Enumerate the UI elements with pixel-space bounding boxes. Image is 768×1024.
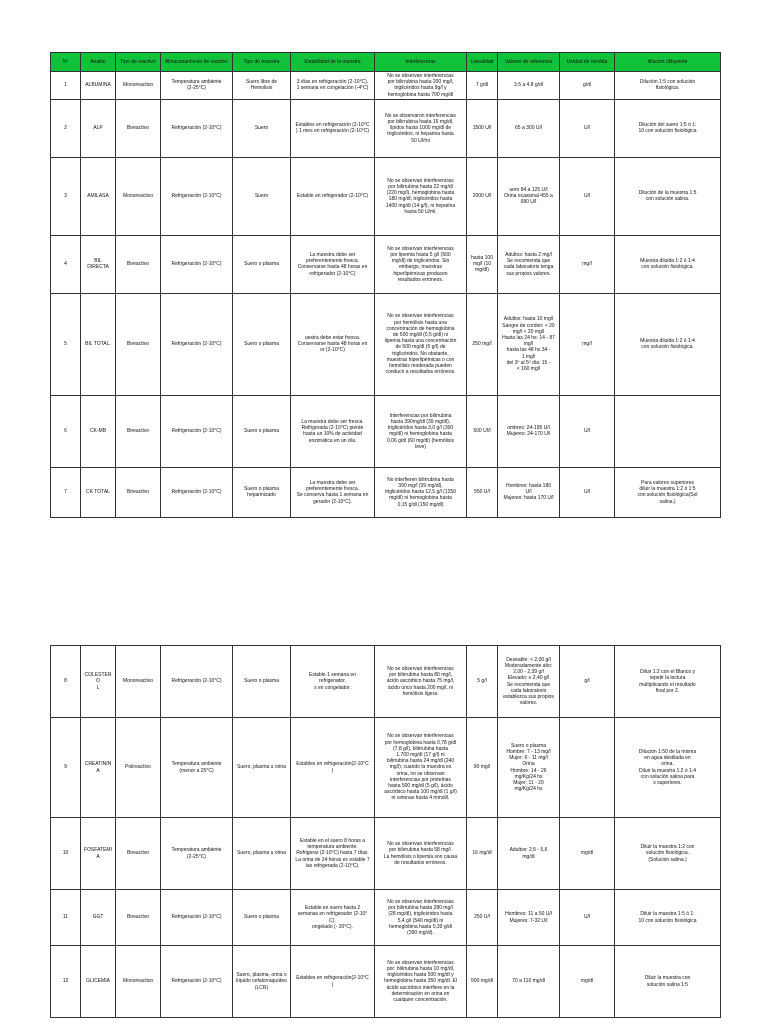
header-storage: Almacenamiento de reactivo — [161, 53, 233, 72]
table-row — [51, 646, 721, 718]
cell-reference-values: ombres: 24-195 U/l Mujeres: 24-170 U/l — [498, 395, 560, 467]
cell-dilution — [615, 395, 721, 467]
cell-dilution: Muestra diluida 1:2 ó 1:4 con solución fisiológica. — [615, 293, 721, 395]
cell-stability: 3 días en refrigeración (2-10°C), 1 semana en congelación (-4°C) — [291, 72, 375, 100]
cell-sample-type: Suero o plasma — [233, 395, 291, 467]
cell-analyte: CREATININ A — [81, 718, 116, 818]
cell-interferences: No se observan interferencias por: bilirrubina hasta 10 mg/dl, triglicéridos hasta 500 mg/dl y hemoglobina hasta 350 mg/dl. El ácido ascórbico interfiere en la determinación en orina en cualquier concentración. — [375, 946, 467, 1018]
cell-reagent-type: Bireactivo — [116, 818, 161, 890]
header-linearity: Linealidad — [467, 53, 498, 72]
cell-dilution: Dilución de la muestra 1:5 con solución salina. — [615, 157, 721, 235]
cell-reagent-type: Monoreactivo — [116, 157, 161, 235]
cell-linearity: 16 mg/dl — [467, 818, 498, 890]
cell-sample-type: Suero libre de Hemolisis — [233, 72, 291, 100]
cell-number: 5 — [51, 293, 81, 395]
cell-reagent-type: Monoreactivo — [116, 72, 161, 100]
table-row — [51, 72, 721, 100]
cell-interferences: No se observan interferencias por hemólisis hasta una concentración de hemoglobina de 500 mg/dl (0,5 g/dl) ni lipemia hasta una concentración de 500 mg/dl (5 g/l) de triglicéridos. No obstante, muestras hiperlipémicas o con hemólisis moderada pueden conducir a resultados erróneos. — [375, 293, 467, 395]
cell-unit: U/l — [560, 157, 615, 235]
cell-unit — [560, 718, 615, 818]
cell-analyte: GGT — [81, 890, 116, 946]
table-row — [51, 890, 721, 946]
cell-sample-type: Suero o plasma — [233, 235, 291, 293]
cell-unit: mg/l — [560, 235, 615, 293]
cell-analyte: BIL DIRECTA — [81, 235, 116, 293]
cell-storage: Temperatura ambiente (2-25°C) — [161, 72, 233, 100]
cell-storage: Temperatura ambiente (menor a 25°C) — [161, 718, 233, 818]
cell-analyte: ALP — [81, 99, 116, 157]
cell-linearity: 7 g/dl — [467, 72, 498, 100]
cell-sample-type: Suero, plasma, orina o líquido cefalorraquídeo (LCR) — [233, 946, 291, 1018]
cell-stability: Estable en refrigerador (2-10°C) — [291, 157, 375, 235]
cell-reference-values: 65 a 300 U/l — [498, 99, 560, 157]
cell-reference-values: Hombres: hasta 180 U/l Mujeres: hasta 170 U/l — [498, 467, 560, 517]
cell-analyte: ALBUMINA — [81, 72, 116, 100]
cell-reference-values: Adultos: hasta 2 mg/l Se recomienda que cada laboratorio tenga sus propios valores. — [498, 235, 560, 293]
cell-linearity: 500 mg/dl — [467, 946, 498, 1018]
cell-storage: Refrigeración (2-10°C) — [161, 157, 233, 235]
cell-dilution: Dilución del suero 1:5 ó 1: 10 con solución fisiológica — [615, 99, 721, 157]
cell-linearity: 1500 U/l — [467, 99, 498, 157]
header-reference-values: Valores de referencia — [498, 53, 560, 72]
cell-analyte: BIL TOTAL. — [81, 293, 116, 395]
cell-unit: mg/l — [560, 293, 615, 395]
cell-reference-values: Hombres: 11 a 50 U/l Mujeres: 7-32 U/l — [498, 890, 560, 946]
cell-reference-values: uero 84 a 125 U/l Orina ocasional 455 a 680 U/l — [498, 157, 560, 235]
cell-analyte: COLESTERO L — [81, 646, 116, 718]
cell-linearity: 500 UI/l — [467, 395, 498, 467]
cell-interferences: No se observan interferencias por lipemia hasta 5 g/l (500 mg/dl) de triglicéridos. Sin embargo, muestras hiperlipémicas producen resultados erróneos. — [375, 235, 467, 293]
cell-sample-type: Suero o plasma — [233, 646, 291, 718]
cell-number: 8 — [51, 646, 81, 718]
cell-sample-type: Suero o plasma — [233, 890, 291, 946]
cell-storage: Refrigeración (2-10°C) — [161, 235, 233, 293]
cell-linearity: 250 U/l — [467, 890, 498, 946]
cell-storage: Refrigeración (2-10°C) — [161, 395, 233, 467]
cell-linearity: 550 U/l — [467, 467, 498, 517]
cell-interferences: No interfieren bilirrubina hasta 390 mg/l (39 mg/dl), triglicéridos hasta 12,5 g/l (1250 mg/dl) ni hemoglobina hasta 0,15 g/dl (150 mg/dl) — [375, 467, 467, 517]
cell-number: 6 — [51, 395, 81, 467]
cell-stability: Estable en el suero 8 horas a temperatura ambiente. Refrigerar (2-10°C) hasta 7 días. La orina de 24 horas es estable 7 ías refrigerada (2-10°C). — [291, 818, 375, 890]
cell-number: 9 — [51, 718, 81, 818]
cell-reagent-type: Bireactivo — [116, 235, 161, 293]
cell-stability: uestra debe estar fresca. Conservarse hasta 48 horas en or (2-10°C) — [291, 293, 375, 395]
table-row — [51, 99, 721, 157]
cell-stability: La muestra debe ser fresca. Refrigerada (2-10°C) pierde hasta un 10% de actividad enzimática en un día. — [291, 395, 375, 467]
header-sample-type: Tipo de muestra — [233, 53, 291, 72]
cell-unit: mg/dl — [560, 946, 615, 1018]
table-header-row — [51, 53, 721, 72]
cell-dilution: Diluir la muestra con solución salina 1:5 — [615, 946, 721, 1018]
cell-number: 11 — [51, 890, 81, 946]
cell-reagent-type: Bireactivo — [116, 293, 161, 395]
table-row — [51, 818, 721, 890]
cell-interferences: No se observan interferencias por bilirrubina hasta 280 mg/l (28 mg/dl), triglicéridos hasta 5,4 g/l (540 mg/dl) ni hemoglobina hasta 0,39 g/dl (390 mg/dl). — [375, 890, 467, 946]
cell-analyte: CK TOTAL — [81, 467, 116, 517]
table-body — [51, 72, 721, 518]
cell-reference-values: 70 a 110 mg/dl — [498, 946, 560, 1018]
cell-reagent-type: Monoreactivo — [116, 646, 161, 718]
header-number: Nº — [51, 53, 81, 72]
header-interferences: Interferencias — [375, 53, 467, 72]
cell-storage: Refrigeración (2-10°C) — [161, 467, 233, 517]
table-row — [51, 395, 721, 467]
table-row — [51, 718, 721, 818]
cell-dilution: Diluir la muestra 1:5 ó 1: 10 con solución fisiológica — [615, 890, 721, 946]
cell-number: 12 — [51, 946, 81, 1018]
cell-stability: Estables en refrigeración(2-10°C ) — [291, 718, 375, 818]
reagent-table-page-1 — [50, 52, 721, 518]
cell-linearity: 250 mg/l — [467, 293, 498, 395]
cell-linearity: hasta 100 mg/l (10 mg/dl) — [467, 235, 498, 293]
cell-storage: Refrigeración (2-10°C) — [161, 646, 233, 718]
cell-unit: U/l — [560, 99, 615, 157]
cell-interferences: No se observan interferencias por bilirrubina hasta 58 mg/l. La hemólisis o lipemia son causa de resultados erróneos. — [375, 818, 467, 890]
header-dilution: dilucion /diluyente — [615, 53, 721, 72]
cell-interferences: No se observan interferencias por bilirrubina hasta 200 mg/l, triglicéridos hasta 9g/l y hemoglobina hasta 700 mg/dl — [375, 72, 467, 100]
cell-reference-values: 3.5 a 4.8 g/dl — [498, 72, 560, 100]
table-row — [51, 946, 721, 1018]
cell-reagent-type: Bireactivo — [116, 395, 161, 467]
cell-dilution: Dilución 1:5 con solución fisiológica. — [615, 72, 721, 100]
table-body — [51, 646, 721, 1018]
cell-storage: Refrigeración (2-10°C) — [161, 946, 233, 1018]
cell-reference-values: Suero o plasma Hombre: 7 - 13 mg/l Mujer: 6 - 11 mg/l Orina Hombre: 14 - 26 mg/Kg/24 hs Mujer: 11 - 20 mg/Kg/24 hs — [498, 718, 560, 818]
cell-unit: U/l — [560, 467, 615, 517]
cell-unit: g/l — [560, 646, 615, 718]
cell-linearity: 5 g/l — [467, 646, 498, 718]
cell-interferences: No se observan interferencias por hemoglobina hasta 0,78 g/dl (7,8 g/l), bilirrubina hasta 1.700 mg/dl (17 g/l) ni bilirrubina hasta 24 mg/dl (240 mg/l); cuando la muestra es orina, no se observan interferencias por proteínas hasta 500 mg/dl (5 g/l), ácido ascórbico hasta 100 mg/dl (1 g/l) ni cetonas hasta 4 mmol/l. — [375, 718, 467, 818]
header-stability: Estabilidad de la muestra — [291, 53, 375, 72]
cell-unit: U/l — [560, 890, 615, 946]
table-row — [51, 293, 721, 395]
cell-reagent-type: Bireactivo — [116, 467, 161, 517]
header-unit: Unidad de medida — [560, 53, 615, 72]
cell-stability: Estable en suero hasta 2 semanas en refrigerador (2-10° C). ongelado (- 20°C). — [291, 890, 375, 946]
cell-number: 10 — [51, 818, 81, 890]
cell-dilution: Dilución 1:50 de la misma en agua destilada en orina. Diluir la muestra 1:2 ó 1:4 con solución salina para s superiores. — [615, 718, 721, 818]
cell-dilution: Diluir 1:2 con el Blanco y repetir la lectura multiplicando el resultado final por 2. — [615, 646, 721, 718]
cell-unit: g/dl — [560, 72, 615, 100]
cell-stability: Estables en refrigeración (2-10°C ) 1 mes en refrigeración (2-10°C) — [291, 99, 375, 157]
cell-storage: Refrigeración (2-10°C) — [161, 890, 233, 946]
cell-number: 3 — [51, 157, 81, 235]
cell-stability: La muestra debe ser preferentemente fresca. Se conserva hasta 1 semana en gerador (2-10°C). — [291, 467, 375, 517]
cell-interferences: Interferencias por bilirrubina hasta 390mg/dl (39 mg/dl), triglicéridos hasta 3,0 g/l (300 mg/dl) ni hemoglobina hasta 0,06 g/dl (60 mg/dl) (hemólisis leve) — [375, 395, 467, 467]
cell-interferences: No se observan interferencias por bilirrubina hasta 22 mg/dl (220 mg/l), hemoglobina hasta 180 mg/dl, triglicéridos hasta 1400 mg/dl (14 g/l), ni heparina hasta 50 U/ml. — [375, 157, 467, 235]
header-analyte: Analito — [81, 53, 116, 72]
cell-stability: Estable 1 semana en refrigerador. s en congelador. — [291, 646, 375, 718]
cell-reagent-type: Bireactivo — [116, 99, 161, 157]
cell-unit: U/l — [560, 395, 615, 467]
cell-number: 4 — [51, 235, 81, 293]
cell-analyte: CK-MB — [81, 395, 116, 467]
cell-sample-type: Suero — [233, 99, 291, 157]
cell-reference-values: Deseable: < 2,00 g/l Moderadamente alto: 2,00 - 2,39 g/l Elevado: ≥ 2,40 g/l Se recomienda que cada laboratorio establezca sus propios valores. — [498, 646, 560, 718]
cell-analyte: GLICEMIA — [81, 946, 116, 1018]
cell-storage: Refrigeración (2-10°C) — [161, 99, 233, 157]
cell-unit: mg/dl — [560, 818, 615, 890]
cell-linearity: 90 mg/l — [467, 718, 498, 818]
reagent-table-page-2 — [50, 645, 721, 1018]
cell-linearity: 2000 U/l — [467, 157, 498, 235]
header-reagent-type: Tipo de reactivo — [116, 53, 161, 72]
cell-dilution: Para valores superiores diluir la muestra 1:2 ó 1:5 con solución fisiológica(Sol salina.) — [615, 467, 721, 517]
cell-dilution: Muestra diluida 1:2 ó 1:4 con solución fisiológica. — [615, 235, 721, 293]
cell-sample-type: Suero o plasma — [233, 293, 291, 395]
cell-reference-values: Adultos: 2,5 - 5,6 mg/dl — [498, 818, 560, 890]
cell-reference-values: Adultos: hasta 10 mg/l Sangre de cordon: < 20 mg/l < 20 mg/l Hasta las 24 hs: 14 - 87 mg/l hasta las 48 hs 34 - 1 mg/l del 3º al 5º día: 15 - < 160 mg/l — [498, 293, 560, 395]
cell-number: 1 — [51, 72, 81, 100]
table-row — [51, 467, 721, 517]
cell-reagent-type: Bireactivo — [116, 890, 161, 946]
table-row — [51, 157, 721, 235]
cell-number: 2 — [51, 99, 81, 157]
cell-stability: La muestra debe ser preferentemente fresca. Conservarse hasta 48 horas en refrigerador (2-10°C) — [291, 235, 375, 293]
cell-reagent-type: Polireactivo — [116, 718, 161, 818]
cell-analyte: AMILASA — [81, 157, 116, 235]
cell-storage: Temperatura ambiente (2-25°C) — [161, 818, 233, 890]
cell-number: 7 — [51, 467, 81, 517]
cell-sample-type: Suero, plasma u orina — [233, 818, 291, 890]
cell-reagent-type: Monoreactivo — [116, 946, 161, 1018]
cell-analyte: FOSFATEMI A — [81, 818, 116, 890]
cell-sample-type: Suero o plasma heparinizado — [233, 467, 291, 517]
cell-storage: Refrigeración (2-10°C) — [161, 293, 233, 395]
cell-dilution: Diluir la muestra 1:2 con solución fisiológica. (Solución salina.) — [615, 818, 721, 890]
cell-interferences: No se observan interferencias por bilirrubina hasta 80 mg/l, ácido ascórbico hasta 75 mg/l, ácido úrico hasta 200 mg/l, ni hemólisis ligera. — [375, 646, 467, 718]
cell-sample-type: Suero, plasma u orina — [233, 718, 291, 818]
cell-interferences: No se observaron interferencias por bilirrubina hasta 16 mg/dl, lípidos hasta 1000 mg/dl de triglicéridos, ni heparina hasta 50 UI/ml — [375, 99, 467, 157]
table-row — [51, 235, 721, 293]
cell-sample-type: Suero — [233, 157, 291, 235]
cell-stability: Estables en refrigeración(2-10°C ) — [291, 946, 375, 1018]
